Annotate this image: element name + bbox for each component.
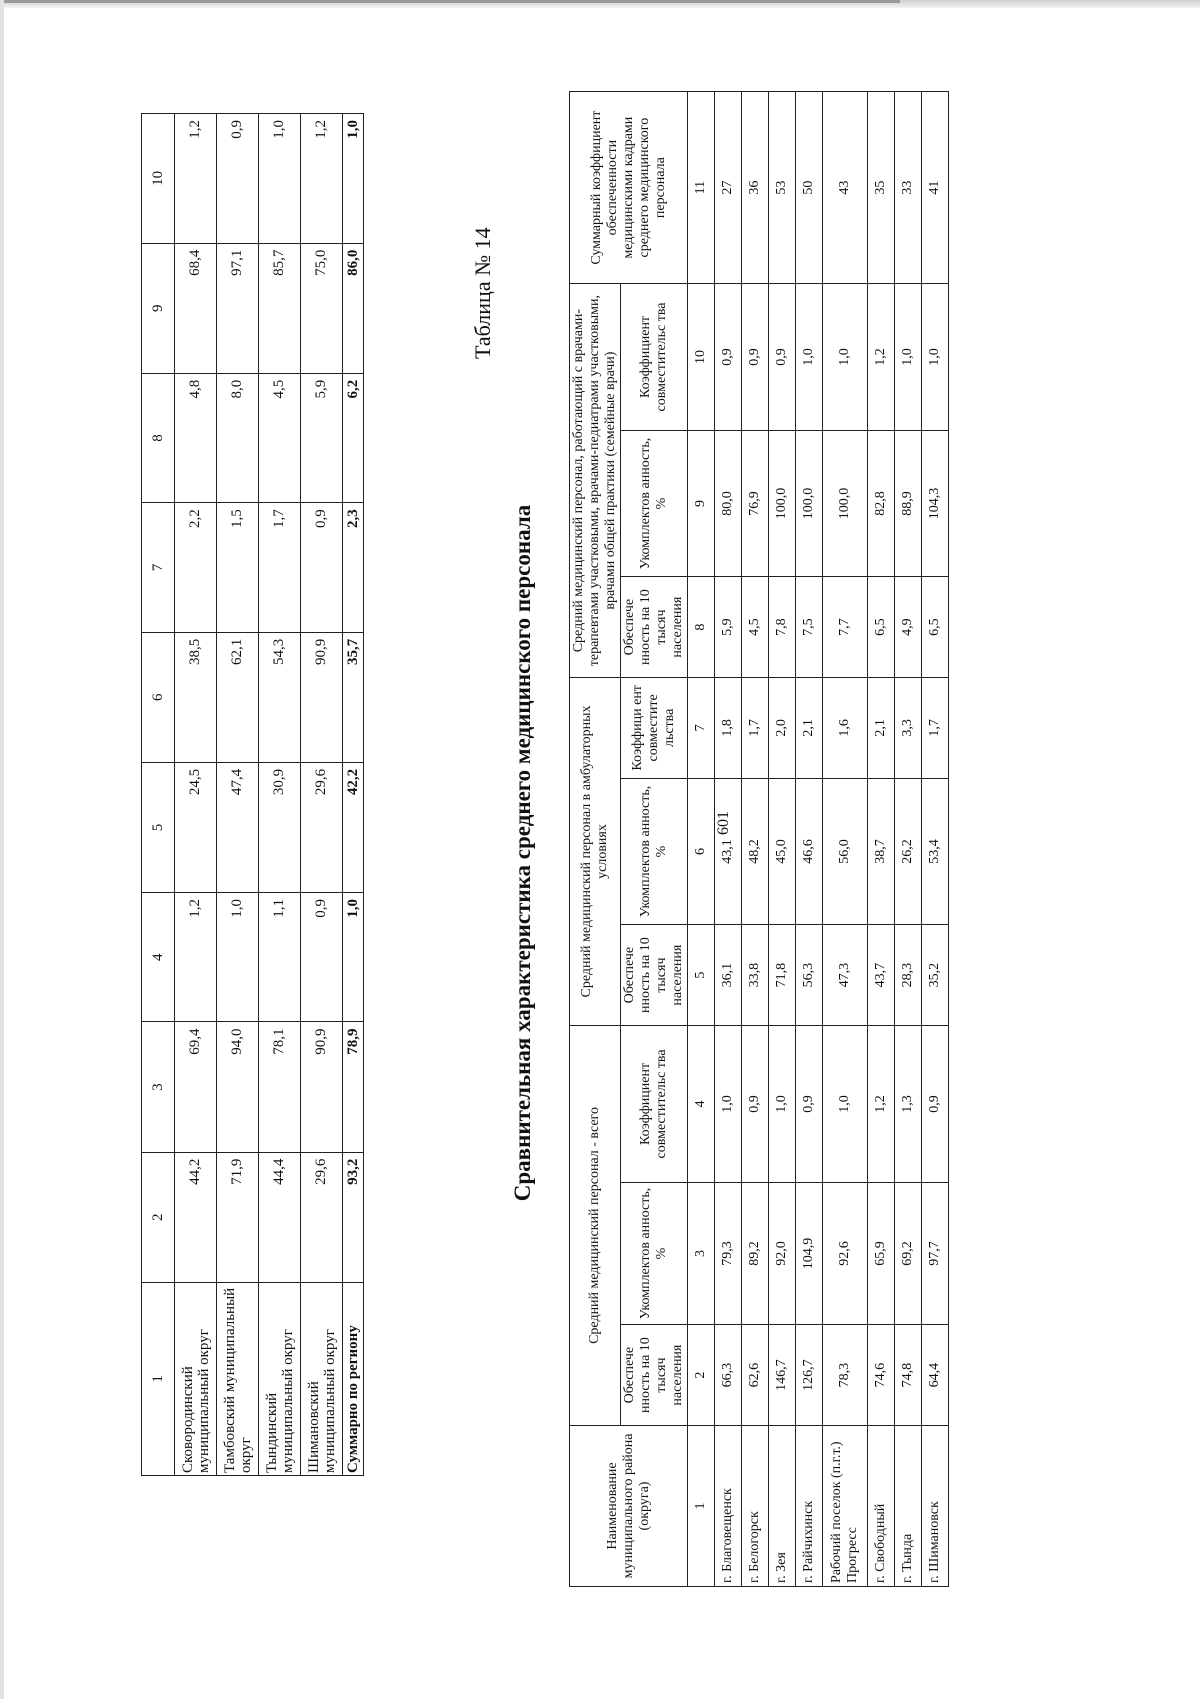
header-row-columns [621, 92, 688, 1587]
table-cell: 92,0 [769, 1182, 796, 1324]
district-name: г. Благовещенск [715, 1425, 742, 1586]
header-group-ambulatory: Средний медицинский персонал в амбулаторных условиях [570, 677, 621, 1025]
table-cell: 3,3 [895, 677, 922, 778]
table-cell: 44,4 [259, 1152, 301, 1282]
district-name: г. Свободный [868, 1425, 895, 1586]
table-cell: 104,3 [922, 430, 949, 576]
table-cell: 38,7 [868, 778, 895, 924]
district-name: Суммарно по региону [343, 1282, 364, 1475]
district-name: г. Белогорск [742, 1425, 769, 1586]
table-row [175, 114, 217, 1476]
table-cell: 0,9 [301, 893, 343, 1022]
table-cell: 0,9 [217, 114, 259, 244]
table-cell: 47,4 [217, 762, 259, 892]
column-number: 1 [688, 1425, 715, 1586]
table-cell: 35,7 [343, 632, 364, 762]
table-cell: 80,0 [715, 430, 742, 576]
table-cell: 2,0 [769, 677, 796, 778]
table-cell: 1,0 [895, 284, 922, 430]
header-staffing: Укомплектов анность, % [621, 430, 688, 576]
table-cell: 1,0 [343, 114, 364, 244]
table-cell: 1,0 [715, 1026, 742, 1183]
column-number-row [142, 114, 175, 1476]
table-cell: 4,9 [895, 577, 922, 678]
table-row [868, 92, 895, 1587]
table-cell: 66,3 [715, 1325, 742, 1426]
table-cell: 44,2 [175, 1152, 217, 1282]
column-number: 3 [142, 1022, 175, 1152]
table-cell: 74,8 [895, 1325, 922, 1426]
table-cell: 1,2 [868, 1026, 895, 1183]
table-cell: 88,9 [895, 430, 922, 576]
table-cell: 28,3 [895, 925, 922, 1026]
table-cell: 4,5 [742, 577, 769, 678]
table-cell: 33 [895, 92, 922, 284]
header-row-groups [570, 92, 621, 1587]
table-cell: 100,0 [823, 430, 868, 576]
table-cell: 0,9 [769, 284, 796, 430]
table-cell: 1,0 [922, 284, 949, 430]
table-cell: 93,2 [343, 1152, 364, 1282]
table-cell: 86,0 [343, 243, 364, 373]
table-cell: 69,4 [175, 1022, 217, 1152]
table-cell: 74,6 [868, 1325, 895, 1426]
table-row [823, 92, 868, 1587]
table-cell: 89,2 [742, 1182, 769, 1324]
total-row [343, 114, 364, 1476]
table-cell: 97,1 [217, 243, 259, 373]
table-row [259, 114, 301, 1476]
table-cell: 78,9 [343, 1022, 364, 1152]
table-cell: 104,9 [796, 1182, 823, 1324]
table-cell: 1,2 [868, 284, 895, 430]
header-staffing: Укомплектов анность, % [621, 1182, 688, 1324]
table-cell: 48,2 [742, 778, 769, 924]
column-number: 8 [688, 577, 715, 678]
column-number: 9 [688, 430, 715, 576]
table-cell: 30,9 [259, 762, 301, 892]
table-cell: 78,3 [823, 1325, 868, 1426]
table-row [301, 114, 343, 1476]
table-row [217, 114, 259, 1476]
table-cell: 7,8 [769, 577, 796, 678]
table-cell: 46,6 [796, 778, 823, 924]
table-cell: 6,2 [343, 373, 364, 502]
table-cell: 1,0 [217, 893, 259, 1022]
table-cell: 65,9 [868, 1182, 895, 1324]
table-cell: 27 [715, 92, 742, 284]
header-coefficient: Коэффициент совместительс тва [621, 1026, 688, 1183]
table-cell: 4,5 [259, 373, 301, 502]
table-cell: 76,9 [742, 430, 769, 576]
table-cell: 146,7 [769, 1325, 796, 1426]
column-number: 6 [688, 778, 715, 924]
table-cell: 0,9 [301, 503, 343, 632]
table-cell: 1,0 [343, 893, 364, 1022]
table-cell: 41 [922, 92, 949, 284]
column-number: 8 [142, 373, 175, 502]
table-cell: 1,2 [301, 114, 343, 244]
table-cell: 62,1 [217, 632, 259, 762]
table-cell: 2,3 [343, 503, 364, 632]
column-number-row [688, 92, 715, 1587]
column-number: 6 [142, 632, 175, 762]
table-cell: 100,0 [796, 430, 823, 576]
column-number: 10 [142, 114, 175, 244]
table-cell: 126,7 [796, 1325, 823, 1426]
table-title: Сравнительная характеристика среднего медицинского персонала [510, 504, 535, 1202]
table-cell: 0,9 [742, 1026, 769, 1183]
district-name: Сковородинский муниципальный округ [175, 1282, 217, 1475]
table-cell: 6,5 [868, 577, 895, 678]
table-cell: 71,8 [769, 925, 796, 1026]
table-cell: 1,0 [259, 114, 301, 244]
header-district: Наименование муниципального района (округа) [570, 1425, 688, 1586]
table-cell: 90,9 [301, 632, 343, 762]
table-cell: 1,0 [769, 1026, 796, 1183]
table-cell: 1,7 [259, 503, 301, 632]
table-cell: 43,7 [868, 925, 895, 1026]
table-cell: 69,2 [895, 1182, 922, 1324]
table-cell: 56,3 [796, 925, 823, 1026]
district-name: Рабочий поселок (п.г.т.) Прогресс [823, 1425, 868, 1586]
table-cell: 1,1 [259, 893, 301, 1022]
column-number: 5 [142, 762, 175, 892]
table-cell: 53,4 [922, 778, 949, 924]
district-name: г. Тында [895, 1425, 922, 1586]
table-cell: 47,3 [823, 925, 868, 1026]
table-row [715, 92, 742, 1587]
table-cell: 8,0 [217, 373, 259, 502]
header-supply: Обеспече нность на 10 тысяч населения [621, 577, 688, 678]
table-row [769, 92, 796, 1587]
column-number: 2 [142, 1152, 175, 1282]
table-cell: 1,0 [823, 1026, 868, 1183]
table-cell: 0,9 [922, 1026, 949, 1183]
table-cell: 0,9 [796, 1026, 823, 1183]
table-cell: 1,3 [895, 1026, 922, 1183]
table-cell: 2,1 [796, 677, 823, 778]
table-cell: 38,5 [175, 632, 217, 762]
table-cell: 33,8 [742, 925, 769, 1026]
table-row [742, 92, 769, 1587]
table-cell: 7,7 [823, 577, 868, 678]
table-cell: 90,9 [301, 1022, 343, 1152]
table-cell: 29,6 [301, 762, 343, 892]
header-coefficient: Коэффици ент совместите льства [621, 677, 688, 778]
table-cell: 0,9 [742, 284, 769, 430]
header-supply: Обеспече нность на 10 тысяч населения [621, 925, 688, 1026]
table-cell: 68,4 [175, 243, 217, 373]
column-number: 3 [688, 1182, 715, 1324]
table-cell: 36,1 [715, 925, 742, 1026]
district-name: Шимановский муниципальный округ [301, 1282, 343, 1475]
table-cell: 42,2 [343, 762, 364, 892]
table-cell: 50 [796, 92, 823, 284]
table-cell: 75,0 [301, 243, 343, 373]
table-number: Таблица № 14 [470, 227, 495, 359]
table-cell: 36 [742, 92, 769, 284]
table-cell: 7,5 [796, 577, 823, 678]
table-cell: 94,0 [217, 1022, 259, 1152]
table-cell: 1,7 [922, 677, 949, 778]
header-coefficient: Коэффициент совместительс тва [621, 284, 688, 430]
header-supply: Обеспече нность на 10 тысяч населения [621, 1325, 688, 1426]
table-cell: 1,2 [175, 114, 217, 244]
table-cell: 5,9 [715, 577, 742, 678]
table-cell: 64,4 [922, 1325, 949, 1426]
header-staffing: Укомплектов анность, % [621, 778, 688, 924]
table-cell: 92,6 [823, 1182, 868, 1324]
table-cell: 79,3 [715, 1182, 742, 1324]
district-name: Тамбовский муниципальный округ [217, 1282, 259, 1475]
column-number: 11 [688, 92, 715, 284]
table-cell: 82,8 [868, 430, 895, 576]
table-cell: 1,0 [823, 284, 868, 430]
table-cell: 62,6 [742, 1325, 769, 1426]
staff-comparison-table [569, 91, 949, 1587]
table-cell: 4,8 [175, 373, 217, 502]
table-cell: 1,0 [796, 284, 823, 430]
table-cell: 0,9 [715, 284, 742, 430]
column-number: 4 [142, 893, 175, 1022]
table-cell: 26,2 [895, 778, 922, 924]
column-number: 9 [142, 243, 175, 373]
column-number: 10 [688, 284, 715, 430]
table-cell: 97,7 [922, 1182, 949, 1324]
district-name: г. Райчихинск [796, 1425, 823, 1586]
table-cell: 100,0 [769, 430, 796, 576]
table-cell: 56,0 [823, 778, 868, 924]
table-cell: 24,5 [175, 762, 217, 892]
table-cell: 43 [823, 92, 868, 284]
header-group-district-doctors: Средний медицинский персонал, работающий с врачами-терапевтами участковыми, врачами-педиатрами участковыми, врачами общей практики (семейные врачи) [570, 284, 621, 678]
column-number: 4 [688, 1026, 715, 1183]
table-cell: 29,6 [301, 1152, 343, 1282]
district-name: Тындинский муниципальный округ [259, 1282, 301, 1475]
table-cell: 5,9 [301, 373, 343, 502]
column-number: 7 [142, 503, 175, 632]
table-cell: 54,3 [259, 632, 301, 762]
table-cell: 78,1 [259, 1022, 301, 1152]
table-cell: 1,6 [823, 677, 868, 778]
table-cell: 1,8 [715, 677, 742, 778]
table-cell: 1,2 [175, 893, 217, 1022]
table-cell: 53 [769, 92, 796, 284]
column-number: 7 [688, 677, 715, 778]
table-cell: 35,2 [922, 925, 949, 1026]
table-row [922, 92, 949, 1587]
district-name: г. Шимановск [922, 1425, 949, 1586]
continuation-table [141, 113, 364, 1476]
table-cell: 35 [868, 92, 895, 284]
header-total-coefficient: Суммарный коэффициент обеспеченности медицинскими кадрами среднего медицинского персонала [570, 92, 688, 284]
column-number: 5 [688, 925, 715, 1026]
column-number: 1 [142, 1282, 175, 1475]
table-cell: 43,1 [715, 778, 742, 924]
table-cell: 85,7 [259, 243, 301, 373]
table-cell: 1,5 [217, 503, 259, 632]
table-cell: 2,2 [175, 503, 217, 632]
table-cell: 2,1 [868, 677, 895, 778]
column-number: 2 [688, 1325, 715, 1426]
page-number: 601 [715, 811, 732, 835]
table-row [796, 92, 823, 1587]
table-cell: 1,7 [742, 677, 769, 778]
district-name: г. Зея [769, 1425, 796, 1586]
table-cell: 71,9 [217, 1152, 259, 1282]
table-cell: 6,5 [922, 577, 949, 678]
table-cell: 45,0 [769, 778, 796, 924]
table-row [895, 92, 922, 1587]
header-group-total: Средний медицинский персонал - всего [570, 1026, 621, 1426]
